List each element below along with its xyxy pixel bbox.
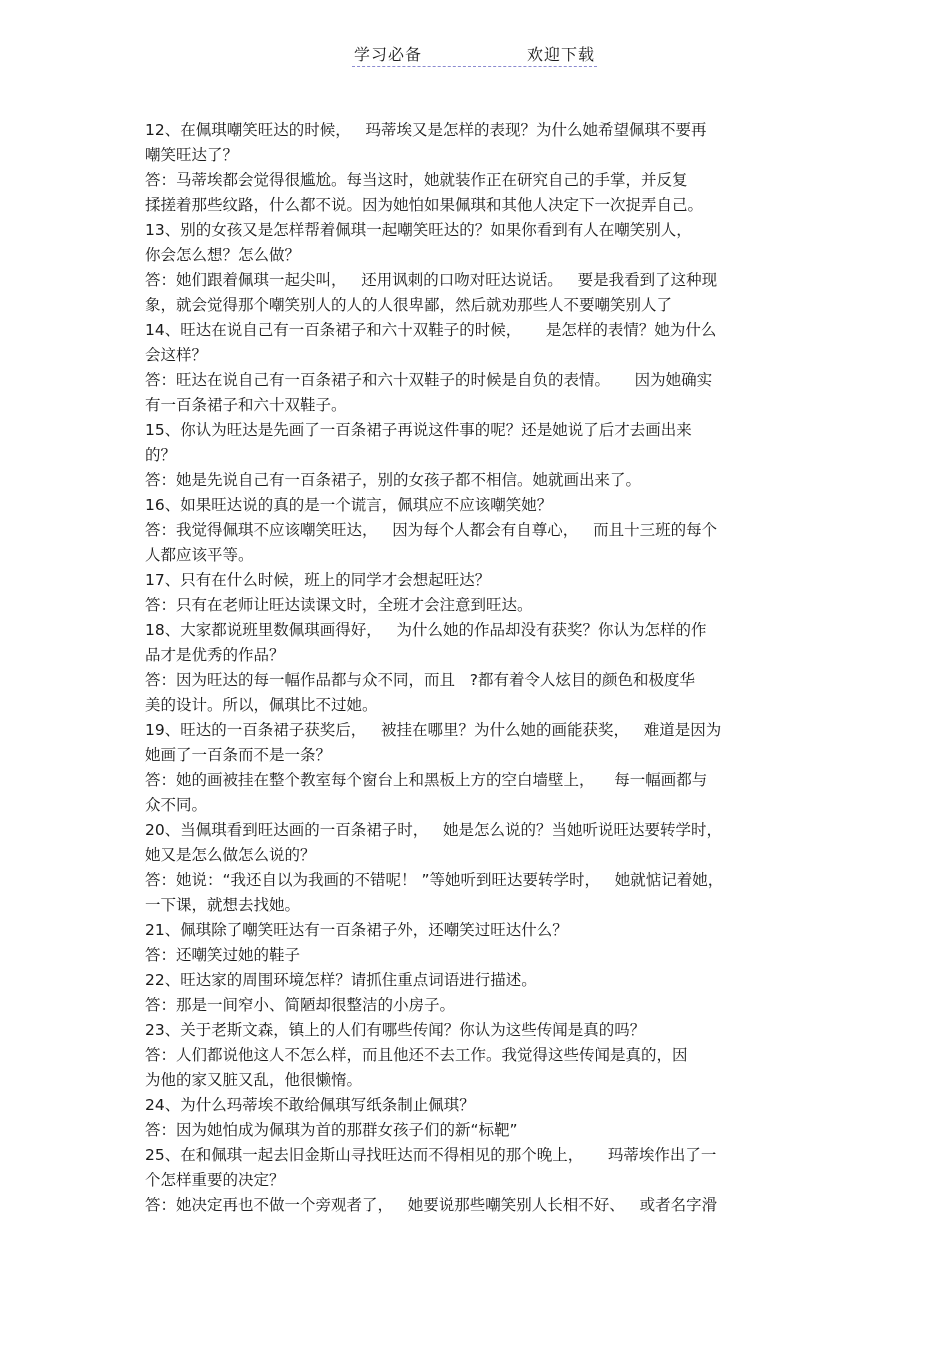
text-line: 17、只有在什么时候，班上的同学才会想起旺达？ (145, 571, 491, 589)
text-line: 揉搓着那些纹路，什么都不说。因为她怕如果佩琪和其他人决定下一次捉弄自己。 (145, 196, 704, 214)
text-line: 24、为什么玛蒂埃不敢给佩琪写纸条制止佩琪？ (145, 1096, 475, 1114)
header-left-text: 学习必备 (354, 45, 423, 64)
text-line: 的？ (145, 446, 177, 464)
text-line: 答：她决定再也不做一个旁观者了， 她要说那些嘲笑别人长相不好、 或者名字滑 (145, 1196, 718, 1214)
text-line: 有一百条裙子和六十双鞋子。 (145, 396, 347, 414)
text-line: 答：马蒂埃都会觉得很尴尬。每当这时，她就装作正在研究自己的手掌，并反复 (145, 171, 688, 189)
text-line: 25、在和佩琪一起去旧金斯山寻找旺达而不得相见的那个晚上， 玛蒂埃作出了一 (145, 1146, 717, 1164)
text-line: 一下课，就想去找她。 (145, 896, 301, 914)
text-line: 象，就会觉得那个嘲笑别人的人的人很卑鄙，然后就劝那些人不要嘲笑别人了 (145, 296, 673, 314)
text-line: 她又是怎么做怎么说的？ (145, 846, 316, 864)
text-line: 答：因为旺达的每一幅作品都与众不同，而且 ?都有着令人炫目的颜色和极度华 (145, 671, 696, 689)
text-line: 14、旺达在说自己有一百条裙子和六十双鞋子的时候， 是怎样的表情？她为什么 (145, 321, 717, 339)
text-line: 22、旺达家的周围环境怎样？请抓住重点词语进行描述。 (145, 971, 537, 989)
header-right-text: 欢迎下载 (526, 45, 595, 64)
text-line: 为他的家又脏又乱，他很懒惰。 (145, 1071, 363, 1089)
text-line: 答：因为她怕成为佩琪为首的那群女孩子们的新“标靶” (145, 1121, 518, 1139)
text-line: 23、关于老斯文森，镇上的人们有哪些传闻？你认为这些传闻是真的吗？ (145, 1021, 646, 1039)
text-line: 答：她的画被挂在整个教室每个窗台上和黑板上方的空白墙壁上， 每一幅画都与 (145, 771, 708, 789)
text-line: 答：我觉得佩琪不应该嘲笑旺达， 因为每个人都会有自尊心， 而且十三班的每个 (145, 521, 718, 539)
text-line: 人都应该平等。 (145, 546, 254, 564)
text-line: 嘲笑旺达了？ (145, 146, 239, 164)
text-line: 她画了一百条而不是一条？ (145, 746, 332, 764)
text-line: 15、你认为旺达是先画了一百条裙子再说这件事的呢？还是她说了后才去画出来 (145, 421, 692, 439)
page-header (352, 40, 597, 67)
text-line: 品才是优秀的作品？ (145, 646, 285, 664)
document-body (145, 118, 805, 1218)
text-line: 答：人们都说他这人不怎么样，而且他还不去工作。我觉得这些传闻是真的，因 (145, 1046, 688, 1064)
text-line: 13、别的女孩又是怎样帮着佩琪一起嘲笑旺达的？如果你看到有人在嘲笑别人， (145, 221, 692, 239)
text-line: 美的设计。所以，佩琪比不过她。 (145, 696, 378, 714)
text-line: 答：旺达在说自己有一百条裙子和六十双鞋子的时候是自负的表情。 因为她确实 (145, 371, 713, 389)
text-line: 答：还嘲笑过她的鞋子 (145, 946, 301, 964)
text-line: 答：那是一间窄小、简陋却很整洁的小房子。 (145, 996, 456, 1014)
text-line: 20、当佩琪看到旺达画的一百条裙子时， 她是怎么说的？当她听说旺达要转学时， (145, 821, 723, 839)
text-line: 答：她说：“我还自以为我画的不错呢！ ”等她听到旺达要转学时， 她就惦记着她， (145, 871, 724, 889)
text-line: 答：她们跟着佩琪一起尖叫， 还用讽刺的口吻对旺达说话。 要是我看到了这种现 (145, 271, 718, 289)
text-line: 19、旺达的一百条裙子获奖后， 被挂在哪里？为什么她的画能获奖， 难道是因为 (145, 721, 722, 739)
text-line: 众不同。 (145, 796, 208, 814)
text-line: 会这样？ (145, 346, 208, 364)
text-line: 个怎样重要的决定？ (145, 1171, 285, 1189)
text-line: 16、如果旺达说的真的是一个谎言，佩琪应不应该嘲笑她？ (145, 496, 553, 514)
text-line: 21、佩琪除了嘲笑旺达有一百条裙子外，还嘲笑过旺达什么？ (145, 921, 568, 939)
text-line: 答：她是先说自己有一百条裙子，别的女孩子都不相信。她就画出来了。 (145, 471, 642, 489)
text-line: 你会怎么想？怎么做？ (145, 246, 301, 264)
text-line: 答：只有在老师让旺达读课文时，全班才会注意到旺达。 (145, 596, 533, 614)
text-line: 18、大家都说班里数佩琪画得好， 为什么她的作品却没有获奖？你认为怎样的作 (145, 621, 707, 639)
text-line: 12、在佩琪嘲笑旺达的时候， 玛蒂埃又是怎样的表现？为什么她希望佩琪不要再 (145, 121, 707, 139)
